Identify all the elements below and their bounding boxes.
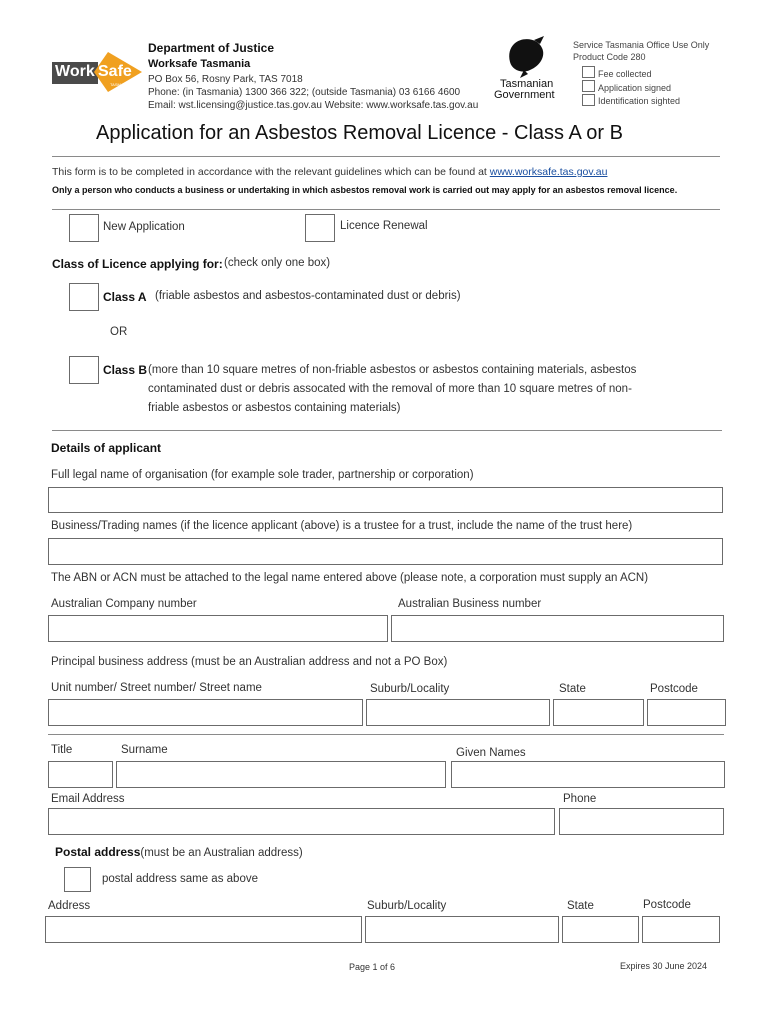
intro-prefix: This form is to be completed in accordance with the relevant guidelines which can be found at [52, 166, 490, 178]
state-label: State [559, 683, 586, 695]
acn-label: Australian Company number [51, 598, 197, 610]
postal-address-input[interactable] [45, 916, 362, 943]
legal-name-label: Full legal name of organisation (for example sole trader, partnership or corporation) [51, 469, 474, 481]
class-a-description: (friable asbestos and asbestos-contaminated dust or debris) [155, 290, 461, 302]
application-signed-checkbox[interactable] [582, 80, 595, 92]
class-b-description-line3: friable asbestos or asbestos containing materials) [148, 402, 401, 414]
new-application-label: New Application [103, 221, 185, 233]
class-b-checkbox[interactable] [69, 356, 99, 384]
gov-line2: Government [494, 89, 555, 101]
class-heading: Class of Licence applying for: [52, 257, 223, 271]
abn-note: The ABN or ACN must be attached to the legal name entered above (please note, a corporation must supply an ACN) [51, 572, 649, 584]
gov-line1: Tasmanian [500, 78, 554, 90]
street-label: Unit number/ Street number/ Street name [51, 682, 262, 694]
org-name: Worksafe Tasmania [148, 58, 251, 70]
class-a-checkbox[interactable] [69, 283, 99, 311]
legal-name-input[interactable] [48, 487, 723, 513]
fee-collected-checkbox[interactable] [582, 66, 595, 78]
application-signed-label: Application signed [598, 83, 672, 93]
postal-heading-line [55, 845, 303, 859]
fee-collected-label: Fee collected [598, 69, 652, 79]
postal-postcode-input[interactable] [642, 916, 720, 943]
state-input[interactable] [553, 699, 644, 726]
email-label: Email Address [51, 793, 125, 805]
surname-input[interactable] [116, 761, 446, 788]
worksafe-website-link[interactable]: www.worksafe.tas.gov.au [489, 166, 608, 178]
identification-sighted-label: Identification sighted [598, 96, 681, 106]
postal-state-input[interactable] [562, 916, 639, 943]
given-names-label: Given Names [456, 747, 526, 759]
title-input[interactable] [48, 761, 113, 788]
street-input[interactable] [48, 699, 363, 726]
title-divider [52, 156, 720, 157]
form-title: Application for an Asbestos Removal Licence - Class A or B [96, 122, 623, 144]
logo-work-text: Work [55, 63, 95, 80]
postal-state-label: State [567, 900, 594, 912]
title-label: Title [51, 744, 73, 756]
email-input[interactable] [48, 808, 555, 835]
licence-renewal-label: Licence Renewal [340, 220, 428, 232]
postal-suburb-input[interactable] [365, 916, 559, 943]
phone-label: Phone [563, 793, 597, 805]
suburb-label: Suburb/Locality [370, 683, 450, 695]
postal-same-label: postal address same as above [102, 873, 258, 885]
dept-name: Department of Justice [148, 41, 275, 55]
class-b-description-line2: contaminated dust or debris assocated with the removal of more than 10 square metres of non- [148, 383, 632, 395]
phone-input[interactable] [559, 808, 724, 835]
given-names-input[interactable] [451, 761, 725, 788]
logo-safe-text: Safe [98, 63, 132, 80]
or-text: OR [110, 326, 128, 338]
class-b-description-line1: (more than 10 square metres of non-friable asbestos or asbestos containing materials, asbestos [148, 364, 637, 376]
class-b-label: Class B [103, 363, 148, 377]
tasmanian-devil-icon [494, 36, 566, 80]
identification-sighted-checkbox[interactable] [582, 94, 595, 106]
class-a-label: Class A [103, 290, 147, 304]
licence-renewal-checkbox[interactable] [305, 214, 335, 242]
surname-label: Surname [121, 744, 168, 756]
intro-bold-text: Only a person who conducts a business or undertaking in which asbestos removal work is carried out may apply for an asbestos removal licence. [52, 185, 678, 195]
postal-address-label: Address [48, 900, 91, 912]
worksafe-logo [52, 52, 142, 92]
logo-sub-text: TASMANIA [110, 82, 131, 87]
class-hint: (check only one box) [224, 257, 331, 269]
org-phone: Phone: (in Tasmania) 1300 366 322; (outside Tasmania) 03 6166 4600 [148, 87, 461, 98]
postal-postcode-label: Postcode [643, 899, 691, 911]
intro-text [52, 166, 607, 178]
principal-address-label: Principal business address (must be an Australian address and not a PO Box) [51, 656, 448, 668]
postal-same-checkbox[interactable] [64, 867, 91, 892]
office-use-title: Service Tasmania Office Use Only [573, 40, 710, 50]
applicant-heading: Details of applicant [51, 441, 162, 455]
acn-input[interactable] [48, 615, 388, 642]
office-use-code: Product Code 280 [573, 52, 646, 62]
intro-divider [52, 209, 720, 210]
address-divider [48, 734, 724, 735]
postal-suburb-label: Suburb/Locality [367, 900, 447, 912]
trading-names-input[interactable] [48, 538, 723, 565]
class-divider [52, 430, 722, 431]
new-application-checkbox[interactable] [69, 214, 99, 242]
postcode-label: Postcode [650, 683, 698, 695]
postcode-input[interactable] [647, 699, 726, 726]
org-email-website: Email: wst.licensing@justice.tas.gov.au Website: www.worksafe.tas.gov.au [148, 100, 479, 111]
tasmanian-government-logo [494, 36, 566, 102]
trading-names-label: Business/Trading names (if the licence applicant (above) is a trustee for a trust, include the name of the trust here) [51, 520, 633, 532]
abn-input[interactable] [391, 615, 724, 642]
abn-label: Australian Business number [398, 598, 542, 610]
postal-hint: (must be an Australian address) [140, 847, 303, 859]
expiry-date: Expires 30 June 2024 [620, 961, 708, 971]
suburb-input[interactable] [366, 699, 550, 726]
postal-heading: Postal address [55, 845, 141, 859]
page-number: Page 1 of 6 [349, 962, 396, 972]
org-address: PO Box 56, Rosny Park, TAS 7018 [148, 74, 303, 85]
